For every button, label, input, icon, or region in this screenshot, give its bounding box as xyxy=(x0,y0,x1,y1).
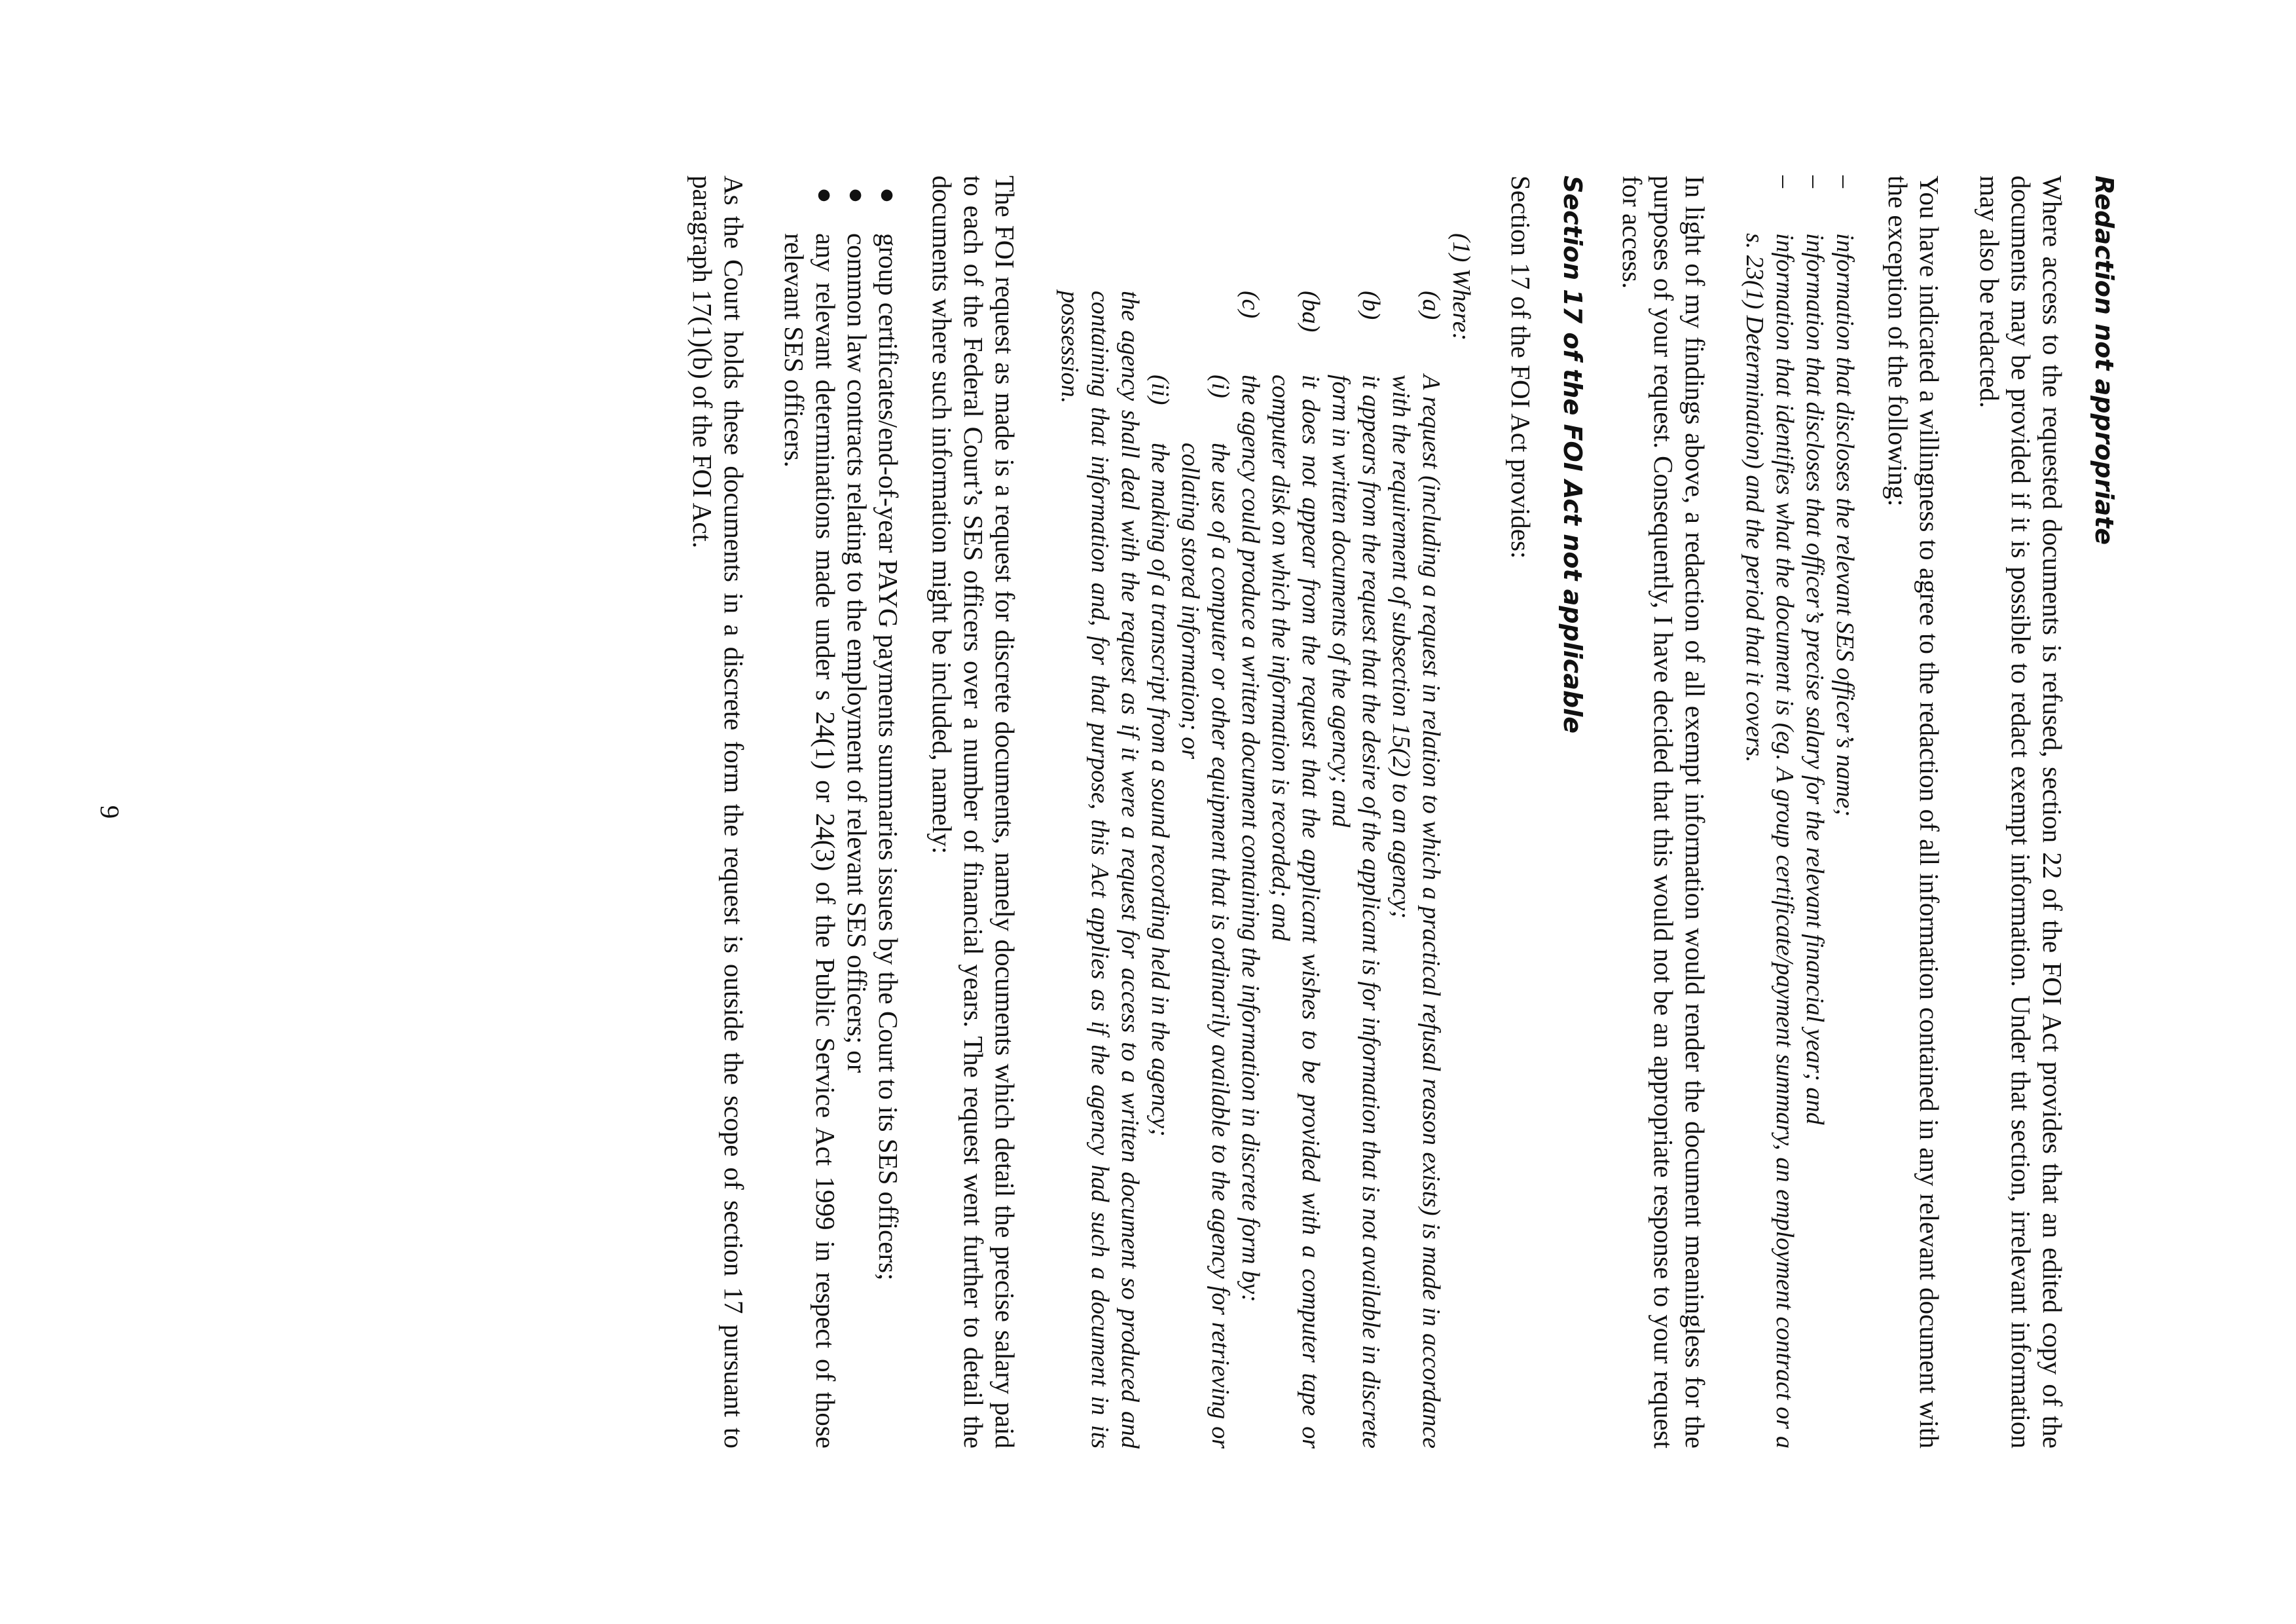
quote-paragraph-c xyxy=(1235,233,1266,1449)
bullet-marker: ● xyxy=(842,187,872,204)
document-item xyxy=(873,175,904,1449)
quote-number: (1) xyxy=(1448,233,1475,263)
quote-text: A request (including a request in relation to which a practical refusal reason exists) is made in accordance with the requirement of subsection 15(2) to an agency; xyxy=(1387,375,1445,1449)
quote-number: (i) xyxy=(1207,375,1234,398)
document-text: any relevant determinations made under s 24(1) or 24(3) of the Public Service Act 1999 in respect of those relevant SES officers. xyxy=(779,233,841,1449)
exception-text: information that discloses that officer’s precise salary for the relevant financial year; and xyxy=(1801,233,1829,1125)
quote-text: Where: xyxy=(1448,268,1475,341)
paragraph-section-17-intro: Section 17 of the FOI Act provides: xyxy=(1506,175,1536,559)
paragraph-redaction-willingness: You have indicated a willingness to agree to the redaction of all information contained in any relevant document with the exception of the following: xyxy=(1883,175,1944,1449)
document-text: group certificates/end-of-year PAYG payments summaries issues by the Court to its SES officers; xyxy=(873,233,903,1281)
quote-text: the use of a computer or other equipment that is ordinarily available to the agency for retrieving or collating stored information; or xyxy=(1176,443,1234,1449)
paragraph-findings: In light of my findings above, a redaction of all exempt information would render the document meaningless for the purposes of your request. Consequently, I have decided that this would not be an appropriate response to your request for access. xyxy=(1617,175,1710,1449)
dash-marker: – xyxy=(1801,175,1829,188)
exception-item xyxy=(1800,175,1830,1449)
exceptions-list xyxy=(1740,175,1860,1449)
document-text: common law contracts relating to the employment of relevant SES officers; or xyxy=(842,233,872,1073)
exception-item xyxy=(1740,175,1800,1449)
quote-paragraph-ba xyxy=(1266,233,1326,1449)
document-item xyxy=(778,175,841,1449)
document-item xyxy=(841,175,873,1449)
quote-subsection-1 xyxy=(1446,233,1476,1449)
quote-text: it does not appear from the request that the applicant wishes to be provided with a computer tape or computer disk on which the information is recorded; and xyxy=(1267,375,1324,1449)
dash-marker: – xyxy=(1831,175,1859,188)
paragraph-foi-request: The FOI request as made is a request for discrete documents, namely documents which detail the precise salary paid to each of the Federal Court’s SES officers over a number of financial years. The request went further to detail the documents where such information might be included, namely: xyxy=(927,175,1020,1449)
quote-text: the agency could produce a written document containing the information in discrete form by: xyxy=(1237,375,1264,1302)
documents-list xyxy=(778,175,904,1449)
quote-number: (b) xyxy=(1357,291,1385,320)
quote-paragraph-a xyxy=(1386,233,1446,1449)
quote-number: (c) xyxy=(1237,291,1264,319)
quote-number: (a) xyxy=(1417,291,1445,320)
section-heading-redaction: Redaction not appropriate xyxy=(2090,175,2119,545)
quote-text: the making of a transcript from a sound recording held in the agency; xyxy=(1146,443,1174,1137)
section-heading-section-17: Section 17 of the FOI Act not applicable xyxy=(1558,175,1587,734)
exception-item xyxy=(1830,175,1860,1449)
quote-number: (ii) xyxy=(1146,375,1174,405)
paragraph-conclusion: As the Court holds these documents in a discrete form the request is outside the scope of section 17 pursuant to paragraph 17(1)(b) of the FOI Act. xyxy=(687,175,749,1449)
quote-subparagraph-i xyxy=(1175,233,1235,1449)
dash-marker: – xyxy=(1771,175,1798,188)
exception-text: information that identifies what the document is (eg. A group certificate/payment summary, an employment contract or a s. 23(1) Determination) and the period that it covers. xyxy=(1741,233,1798,1449)
bullet-marker: ● xyxy=(873,187,903,204)
quote-paragraph-b xyxy=(1326,233,1386,1449)
quote-subparagraph-ii xyxy=(1145,233,1175,1449)
quote-conclusion: the agency shall deal with the request as if it were a request for access to a written document so produced and containing that information and, for that purpose, this Act applies as if the agency had such a document in its possession. xyxy=(1056,291,1144,1449)
quote-number: (ba) xyxy=(1297,291,1324,333)
statute-quote xyxy=(1055,175,1476,1449)
page-number: 9 xyxy=(95,805,125,819)
bullet-marker: ● xyxy=(811,187,841,204)
quote-text: it appears from the request that the desire of the applicant is for information that is not available in discrete form in written documents of the agency; and xyxy=(1327,375,1385,1449)
paragraph-section-22: Where access to the requested documents is refused, section 22 of the FOI Act provides that an edited copy of the documents may be provided if it is possible to redact exempt information. Under that section, irrelevant information may also be redacted. xyxy=(1975,175,2068,1449)
exception-text: information that discloses the relevant SES officer’s name; xyxy=(1831,233,1859,817)
